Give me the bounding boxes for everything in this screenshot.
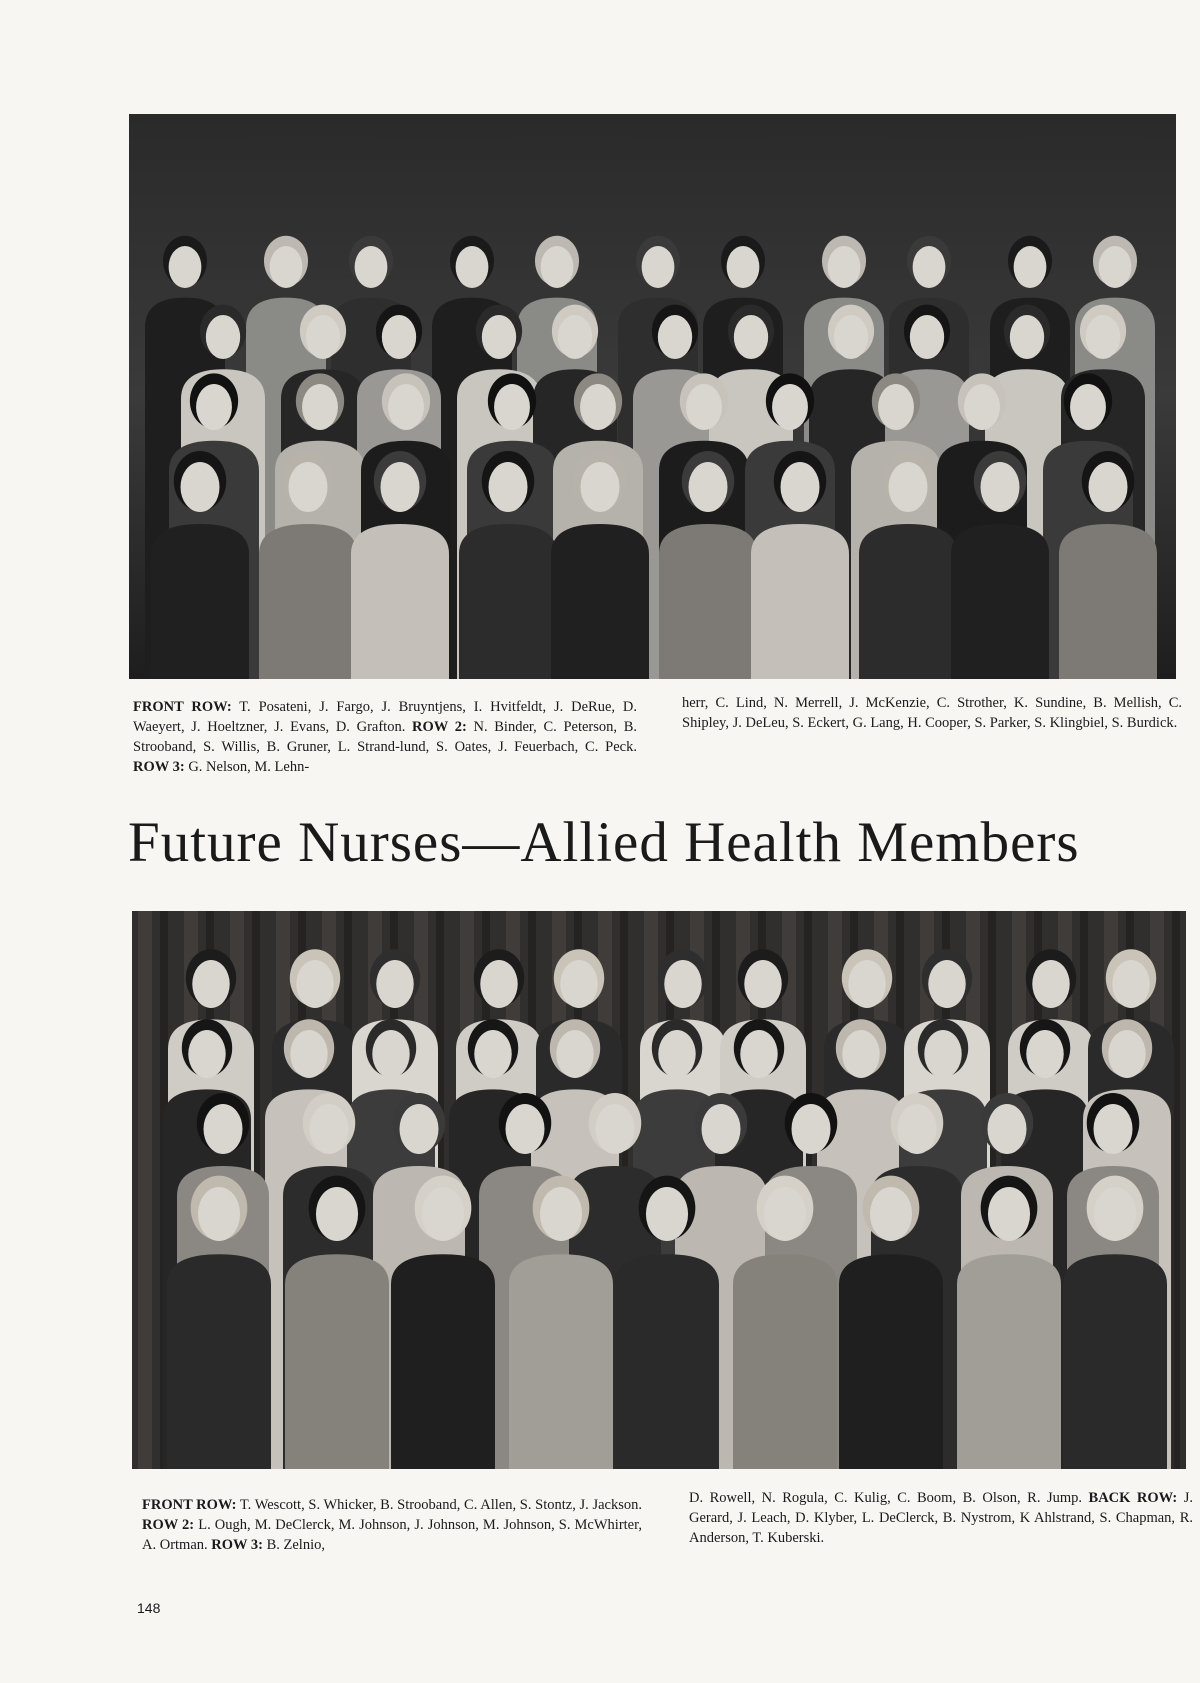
group-photo-bottom [132,911,1186,1469]
page-title: Future Nurses—Allied Health Members [128,811,1080,874]
group-photo-top [129,114,1176,679]
caption-names: T. Posateni, J. Fargo, J. Bruyntjens, I. Hvitfeldt, J. DeRue, D. Waeyert, J. Hoeltzner, J. Evans, D. Grafton. [133,699,637,735]
caption-bottom-left [142,1495,642,1555]
caption-row-label: ROW 3: [211,1537,263,1553]
caption-names: T. Wescott, S. Whicker, B. Strooband, C. Allen, S. Stontz, J. Jackson. [236,1497,642,1513]
caption-row-label: ROW 2: [142,1517,195,1533]
caption-names: G. Nelson, M. Lehn- [184,759,310,775]
caption-row-label: BACK ROW: [1088,1490,1178,1506]
caption-row-label: FRONT ROW: [133,699,232,715]
group-photo-bottom-image [132,911,1186,1469]
caption-names: L. Ough, M. DeClerck, M. Johnson, J. Johnson, M. Johnson, S. McWhirter, A. Ortman. [142,1517,642,1553]
caption-names: B. Zelnio, [262,1537,325,1553]
caption-row-label: FRONT ROW: [142,1497,237,1513]
page-number: 148 [137,1600,161,1616]
group-photo-top-image [129,114,1176,679]
caption-names: D. Rowell, N. Rogula, C. Kulig, C. Boom, B. Olson, R. Jump. [689,1490,1089,1506]
caption-names: N. Binder, C. Peterson, B. Strooband, S. Willis, B. Gruner, L. Strand-lund, S. Oates, J. Feuerbach, C. Peck. [133,719,637,755]
caption-top-left [133,697,637,777]
caption-row-label: ROW 2: [412,719,467,735]
caption-row-label: ROW 3: [133,759,185,775]
caption-bottom-right [689,1488,1193,1548]
caption-top-right: herr, C. Lind, N. Merrell, J. McKenzie, C. Strother, K. Sundine, B. Mellish, C. Shipley, J. DeLeu, S. Eckert, G. Lang, H. Cooper, S. Parker, S. Klingbiel, S. Burdick. [682,695,1182,731]
caption-names: J. Gerard, J. Leach, D. Klyber, L. DeClerck, B. Nystrom, K Ahlstrand, S. Chapman, R. Anderson, T. Kuberski. [689,1490,1193,1546]
